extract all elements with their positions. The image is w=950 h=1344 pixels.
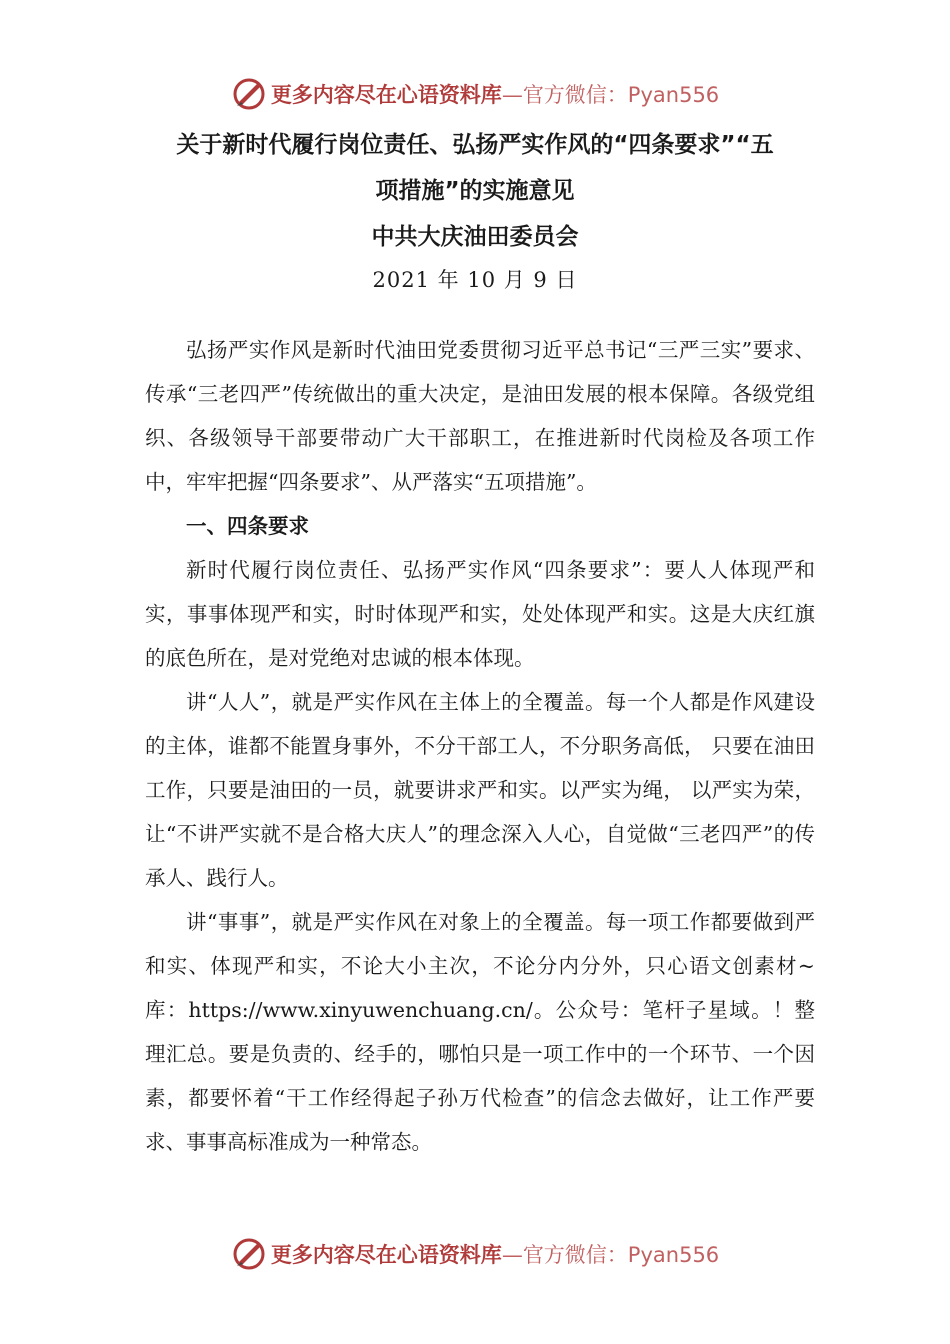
paragraph-everything: 讲“事事”，就是严实作风在对象上的全覆盖。每一项工作都要做到严和实、体现严和实，不论大小主次，不论分内分外，只心语文创素材~库：https://www.xinyuwenchuang.cn/。公众号：笔杆子星域。！整理汇总。要是负责的、经手的，哪怕只是一项工作中的一个环节、一个因素，都要怀着“干工作经得起子孙万代检查”的信念去做好，让工作严要求、事事高标准成为一种常态。: [145, 910, 815, 1154]
banner-text: 更多内容尽在心语资料库—官方微信：Pyan556: [270, 1243, 720, 1267]
section-heading: 一、四条要求: [186, 514, 309, 538]
header-banner: [0, 74, 950, 114]
document-body: [145, 328, 815, 1164]
footer-banner: [0, 1234, 950, 1274]
document-title-line-2: 项措施”的实施意见: [375, 178, 575, 204]
pen-logo-icon: [231, 76, 267, 112]
pen-logo-icon: [231, 1236, 267, 1272]
paragraph-everyone: 讲“人人”，就是严实作风在主体上的全覆盖。每一个人都是作风建设的主体，谁都不能置身事外，不分干部工人，不分职务高低， 只要在油田工作，只要是油田的一员，就要讲求严和实。以严实为绳， 以严实为荣，让“不讲严实就不是合格大庆人”的理念深入人心，自觉做“三老四严”的传承人、践行人。: [145, 690, 815, 890]
document-date: 2021 年 10 月 9 日: [372, 268, 578, 292]
banner-text: 更多内容尽在心语资料库—官方微信：Pyan556: [270, 83, 720, 107]
paragraph-intro: 弘扬严实作风是新时代油田党委贯彻习近平总书记“三严三实”要求、传承“三老四严”传统做出的重大决定，是油田发展的根本保障。各级党组织、各级领导干部要带动广大干部职工，在推进新时代岗检及各项工作中，牢牢把握“四条要求”、从严落实“五项措施”。: [145, 338, 815, 494]
paragraph-four-requirements: 新时代履行岗位责任、弘扬严实作风“四条要求”：要人人体现严和实，事事体现严和实，时时体现严和实，处处体现严和实。这是大庆红旗的底色所在，是对党绝对忠诚的根本体现。: [145, 558, 815, 670]
issuing-organization: 中共大庆油田委员会: [371, 224, 579, 250]
document-title-line-1: 关于新时代履行岗位责任、弘扬严实作风的“四条要求”“五: [176, 132, 774, 158]
